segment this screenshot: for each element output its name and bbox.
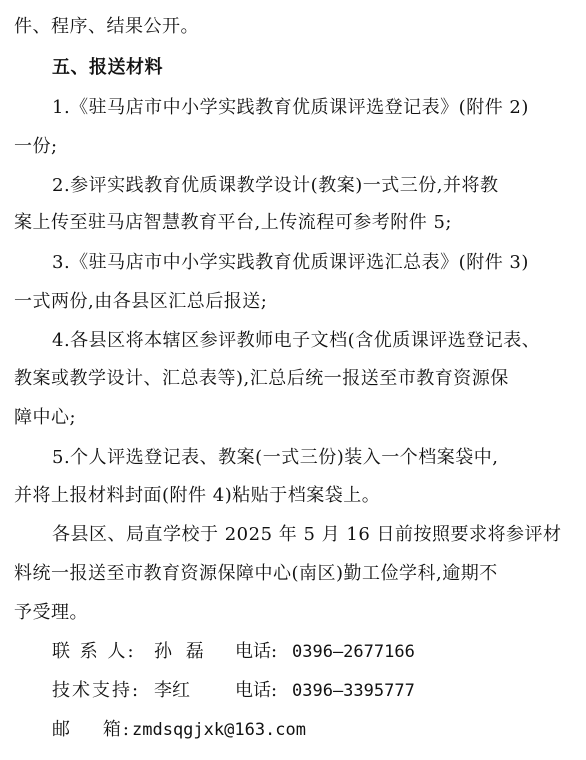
item-2-line-1: 2.参评实践教育优质课教学设计(教案)一式三份,并将教: [52, 175, 499, 196]
phone-number: 0396—2677166: [292, 642, 415, 662]
item-1-line-1: 1.《驻马店市中小学实践教育优质课评选登记表》(附件 2): [52, 97, 529, 118]
email-label: 邮 箱:: [52, 719, 131, 740]
contact-name: 孙 磊: [154, 641, 208, 662]
contact-row-2: [0, 680, 586, 702]
section-title: 五、报送材料: [52, 57, 163, 78]
deadline-line-3: 予受理。: [14, 602, 88, 623]
phone-label: 电话:: [235, 641, 278, 662]
item-2-line-2: 案上传至驻马店智慧教育平台,上传流程可参考附件 5;: [14, 212, 452, 233]
intro-line: 件、程序、结果公开。: [14, 16, 199, 37]
item-5-line-2: 并将上报材料封面(附件 4)粘贴于档案袋上。: [14, 485, 381, 506]
item-1-line-2: 一份;: [14, 136, 58, 157]
deadline-line-1: 各县区、局直学校于 2025 年 5 月 16 日前按照要求将参评材: [52, 524, 562, 545]
phone-number: 0396—3395777: [292, 681, 415, 701]
tech-support-label: 技术支持:: [52, 680, 141, 701]
item-5-line-1: 5.个人评选登记表、教案(一式三份)装入一个档案袋中,: [52, 447, 499, 468]
item-4-line-3: 障中心;: [14, 407, 77, 428]
phone-label: 电话:: [235, 680, 278, 701]
tech-support-name: 李红: [154, 680, 190, 701]
item-4-line-1: 4.各县区将本辖区参评教师电子文档(含优质课评选登记表、: [52, 330, 541, 351]
item-3-line-2: 一式两份,由各县区汇总后报送;: [14, 291, 268, 312]
email-address[interactable]: zmdsqgjxk@163.com: [132, 720, 306, 740]
deadline-line-2: 料统一报送至市教育资源保障中心(南区)勤工俭学科,逾期不: [14, 563, 498, 584]
email-row: [0, 719, 586, 741]
contact-label: 联 系 人:: [52, 641, 136, 662]
item-3-line-1: 3.《驻马店市中小学实践教育优质课评选汇总表》(附件 3): [52, 252, 529, 273]
item-4-line-2: 教案或教学设计、汇总表等),汇总后统一报送至市教育资源保: [14, 368, 509, 389]
contact-row-1: [0, 641, 586, 663]
